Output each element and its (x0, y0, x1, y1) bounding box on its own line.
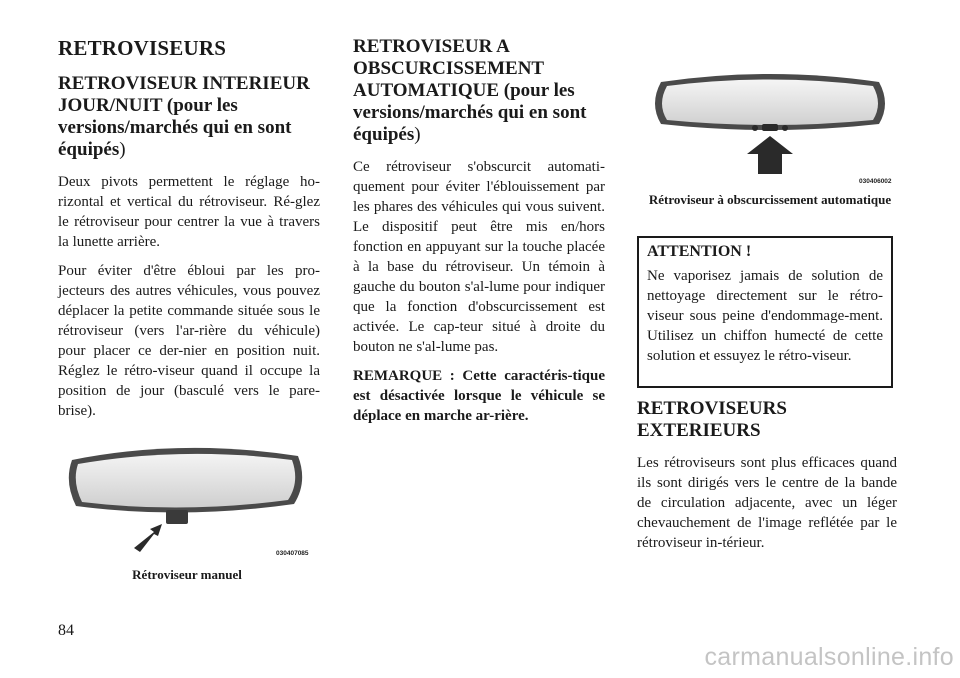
exterior-mirrors-section (637, 398, 897, 562)
day-night-mirror-heading: RETROVISEUR INTERIEUR JOUR/NUIT (pour les versions/marchés qui en sont équipés) (58, 73, 310, 160)
auto-dim-note: REMARQUE : Cette caractéris-tique est désactivée lorsque le véhicule se déplace en marche ar-rière. (353, 368, 605, 424)
warning-text: Ne vaporisez jamais de solution de nettoyage directement sur le rétro-viseur sous peine d'endommage-ment. Utilisez un chiffon humecté de cette solution et essuyez le rétro-viseur. (647, 268, 883, 364)
watermark: carmanualsonline.info (704, 643, 954, 671)
exterior-mirrors-text: Les rétroviseurs sont plus efficaces quand ils sont dirigés vers le centre de la bande de circulation adjacente, avec un léger chevauchement de l'image reflétée par le rétroviseur in-térieur. (637, 455, 897, 551)
exterior-mirrors-heading: RETROVISEURS EXTERIEURS (637, 398, 787, 441)
column-left (58, 36, 320, 430)
page-number: 84 (58, 622, 74, 639)
auto-dim-para: Ce rétroviseur s'obscurcit automati-quement pour éviter l'éblouissement par les phares des véhicules qui vous suivent. Le dispositif peut être mis en/hors fonction en appuyant sur la touche placée à la base du rétroviseur. Un témoin à gauche du bouton s'al-lume pour indiquer que la fonction d'obscurcissement est activée. Le cap-teur situé à droite du bouton ne s'al-lume pas. (353, 159, 605, 355)
section-title: RETROVISEURS (58, 36, 227, 60)
column-middle (353, 36, 605, 426)
auto-dim-mirror-heading: RETROVISEUR A OBSCURCISSEMENT AUTOMATIQUE (pour les versions/marchés qui en sont équipés) (353, 36, 587, 145)
figure-caption: Rétroviseur à obscurcissement automatique (648, 192, 892, 207)
manual-mirror-illustration (62, 440, 312, 565)
warning-title: ATTENTION ! (647, 243, 752, 260)
figure-caption: Rétroviseur manuel (132, 567, 242, 582)
auto-dim-mirror-illustration (645, 68, 895, 186)
day-night-para-2: Pour éviter d'être ébloui par les pro-jecteurs des autres véhicules, vous pouvez déplacer la petite commande située sous le rétroviseur (vers l'ar-rière du véhicule) pour placer ce der-nier en position nuit. Réglez le rétro-viseur quand il occupe la position de jour (basculé vers le pare-brise). (58, 263, 320, 419)
auto-dim-mirror-figure (645, 68, 895, 228)
figure-code: 030406002 (859, 178, 892, 185)
day-night-para-1: Deux pivots permettent le réglage ho-rizontal et vertical du rétroviseur. Ré-glez le rétroviseur pour centrer la vue à travers la lunette arrière. (58, 174, 320, 250)
figure-code: 030407085 (276, 550, 309, 557)
warning-box (637, 236, 893, 388)
manual-mirror-figure (62, 440, 312, 585)
